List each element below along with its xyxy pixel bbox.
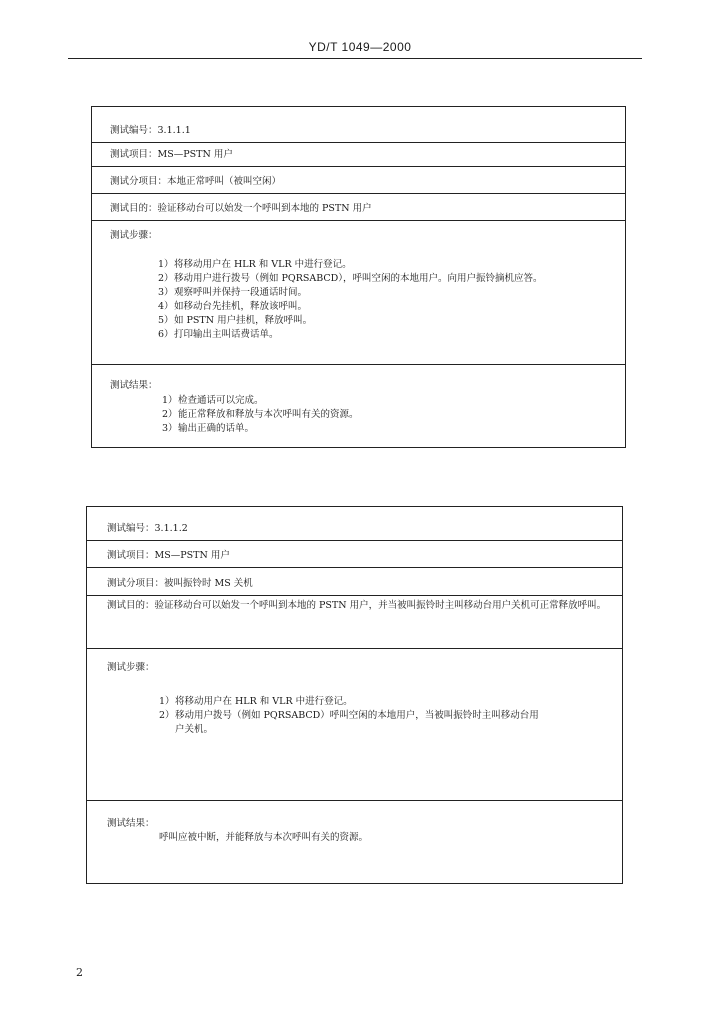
test-subitem-row [87,568,622,596]
test-subitem-value: 被叫振铃时 MS 关机 [164,578,253,589]
test-purpose-label: 测试目的： [110,203,158,214]
test-subitem-label: 测试分项目： [107,578,165,589]
test-item-label: 测试项目： [110,149,158,160]
test-id-row [92,107,625,143]
page-number: 2 [76,966,83,979]
test-steps-list [107,695,622,737]
step-item: 5） 如 PSTN 用户挂机，释放呼叫。 [158,315,313,326]
test-subitem-row [92,167,625,194]
step-item: 1） 将移动用户在 HLR 和 VLR 中进行登记。 [159,696,353,707]
test-purpose-row [92,194,625,221]
result-item: 3） 输出正确的话单。 [162,423,255,434]
test-steps-label: 测试步骤： [110,230,158,241]
step-item: 2） 移动用户进行拨号（例如 PQRSABCD），呼叫空闲的本地用户。向用户振铃摘机应答。 [158,273,543,284]
step-item: 3） 观察呼叫并保持一段通话时间。 [158,287,308,298]
test-result-label: 测试结果： [107,818,155,829]
test-result-label: 测试结果： [110,380,158,391]
result-item: 1） 检查通话可以完成。 [162,395,264,406]
test-result-row [92,365,625,447]
test-case-table-2 [86,506,623,884]
test-id-label: 测试编号： [107,523,155,534]
test-case-table-1 [91,106,626,448]
test-result-list [110,394,625,436]
test-item-value: MS—PSTN 用户 [157,149,233,160]
test-item-row [92,143,625,167]
test-result-text: 呼叫应被中断，并能释放与本次呼叫有关的资源。 [159,832,369,843]
step-item: 4） 如移动台先挂机，释放该呼叫。 [158,301,308,312]
test-id-value: 3.1.1.1 [157,125,191,136]
test-result-row [87,801,622,883]
test-steps-label: 测试步骤： [107,662,155,673]
test-id-row [87,507,622,541]
test-item-value: MS—PSTN 用户 [154,550,230,561]
step-item: 2） 移动用户拨号（例如 PQRSABCD）呼叫空闲的本地用户，当被叫振铃时主叫移动台用户关机。 [159,710,539,735]
result-item: 2） 能正常释放和释放与本次呼叫有关的资源。 [162,409,359,420]
test-purpose-value: 验证移动台可以始发一个呼叫到本地的 PSTN 用户，并当被叫振铃时主叫移动台用户关机可正常释放呼叫。 [154,600,607,611]
test-id-value: 3.1.1.2 [154,523,188,534]
step-item: 6） 打印输出主叫话费话单。 [158,329,279,340]
test-purpose-value: 验证移动台可以始发一个呼叫到本地的 PSTN 用户 [157,203,372,214]
step-item: 1） 将移动用户在 HLR 和 VLR 中进行登记。 [158,259,352,270]
test-subitem-label: 测试分项目： [110,176,168,187]
document-header [0,40,720,54]
test-steps-row [87,649,622,801]
test-item-label: 测试项目： [107,550,155,561]
test-subitem-value: 本地正常呼叫（被叫空闲） [167,176,282,187]
header-rule [68,58,642,59]
standard-number: YD/T 1049—2000 [308,40,412,54]
test-item-row [87,541,622,568]
test-steps-list [110,258,625,342]
test-purpose-label: 测试目的： [107,600,155,611]
test-steps-row [92,221,625,365]
test-purpose-row [87,596,622,649]
test-id-label: 测试编号： [110,125,158,136]
